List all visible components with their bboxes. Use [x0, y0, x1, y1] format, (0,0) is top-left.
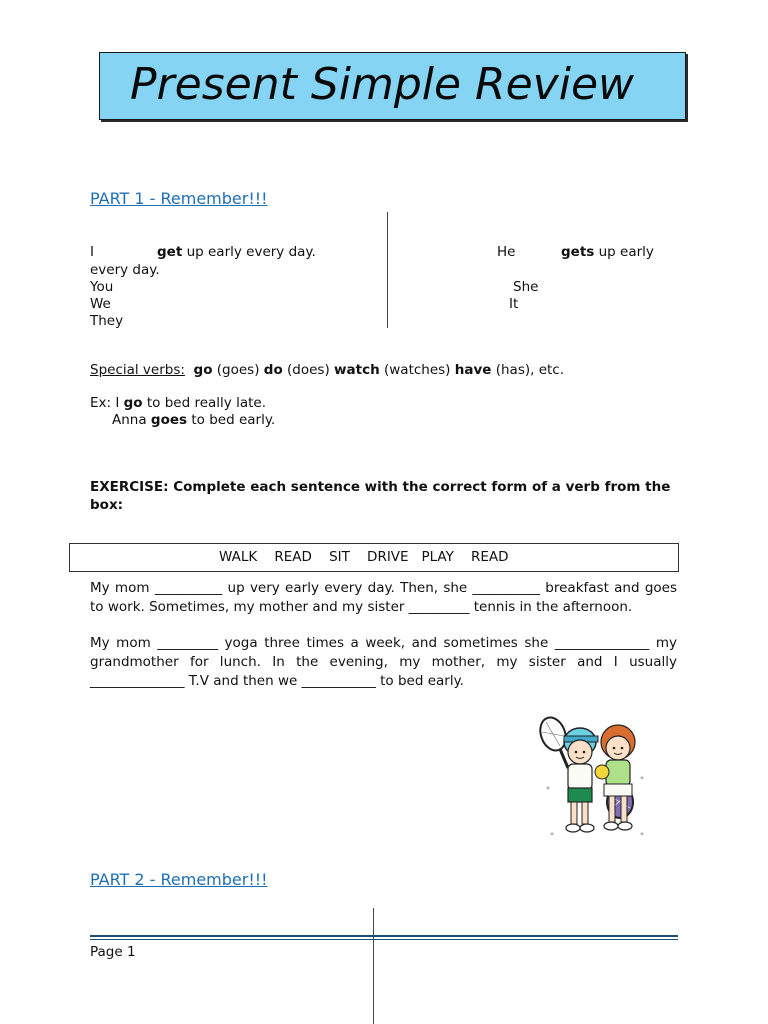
svg-text:*: * [640, 831, 644, 840]
word-box-words: WALK READ SIT DRIVE PLAY READ [219, 549, 509, 565]
right-example [561, 244, 654, 261]
left-example [157, 244, 316, 261]
example-prefix: Ex: I [90, 395, 120, 411]
exercise-paragraph-2: My mom _________ yoga three times a week, and sometimes she ______________ my grandmother for lunch. In the evening, my mother, my sister and I usually ______________ T.V and then we ___________ to bed early. [90, 635, 677, 689]
special-note-does: (does) [287, 362, 330, 378]
right-pronoun-she: She [513, 279, 539, 295]
example-subject-anna: Anna [112, 412, 147, 428]
special-note-has: (has), etc. [495, 362, 565, 378]
right-rest: up early [598, 244, 654, 260]
left-wrap-text: every day. [90, 262, 160, 278]
part1-divider [387, 212, 388, 328]
special-verb-do: do [263, 362, 283, 378]
exercise-paragraph-1: My mom __________ up very early every day. Then, she __________ breakfast and goes to work. Sometimes, my mother and my sister _________ tennis in the afternoon. [90, 580, 677, 615]
example-verb-goes: goes [150, 412, 188, 428]
example-rest-1: to bed really late. [146, 395, 266, 411]
svg-text:*: * [546, 785, 550, 794]
word-box [69, 543, 679, 572]
right-pronoun-it: It [509, 296, 519, 312]
right-pronoun-he: He [497, 244, 516, 260]
example-rest-2: to bed early. [191, 412, 276, 428]
special-note-goes: (goes) [216, 362, 260, 378]
part1-heading: PART 1 - Remember!!! [90, 189, 268, 208]
special-note-watches: (watches) [383, 362, 451, 378]
special-verbs-line [90, 362, 564, 379]
kids-tennis-clipart-icon [536, 712, 652, 842]
special-verb-go: go [193, 362, 213, 378]
left-pronoun-you: You [90, 279, 114, 295]
example-line-2 [112, 412, 275, 429]
example-line-1 [90, 395, 266, 412]
part2-heading: PART 2 - Remember!!! [90, 870, 268, 889]
special-verbs-label: Special verbs: [90, 362, 185, 378]
svg-text:*: * [640, 775, 644, 784]
left-pronoun-i: I [90, 244, 94, 260]
page-number: Page 1 [90, 944, 136, 960]
verb-get: get [157, 244, 183, 260]
svg-text:*: * [550, 831, 554, 840]
title-banner [99, 52, 686, 120]
special-verb-watch: watch [334, 362, 380, 378]
part2-divider [373, 908, 374, 1024]
left-pronoun-they: They [90, 313, 124, 329]
footer-rule-bottom [90, 939, 678, 940]
footer-rule-top [90, 935, 678, 937]
example-verb-go: go [123, 395, 143, 411]
exercise-instruction: EXERCISE: Complete each sentence with the correct form of a verb from the box: [90, 479, 671, 513]
left-rest: up early every day. [186, 244, 316, 260]
left-pronoun-we: We [90, 296, 111, 312]
special-verb-have: have [454, 362, 492, 378]
verb-gets: gets [561, 244, 595, 260]
page-title: Present Simple Review [130, 59, 635, 110]
